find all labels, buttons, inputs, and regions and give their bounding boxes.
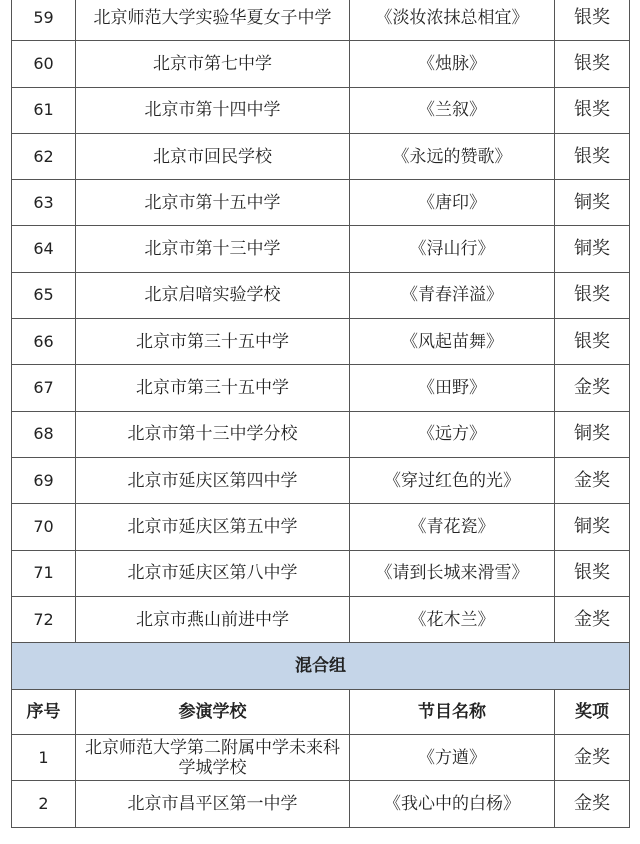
cell-award: 金奖	[555, 735, 630, 781]
cell-no: 2	[12, 781, 76, 827]
cell-program: 《青花瓷》	[350, 504, 555, 550]
table-row	[12, 41, 630, 87]
cell-program: 《青春洋溢》	[350, 272, 555, 318]
cell-no: 66	[12, 319, 76, 365]
cell-no: 70	[12, 504, 76, 550]
group-title: 混合组	[12, 643, 630, 690]
table-row	[12, 411, 630, 457]
cell-program: 《永远的赞歌》	[350, 133, 555, 179]
table-row	[12, 0, 630, 41]
cell-program: 《淡妆浓抹总相宜》	[350, 0, 555, 41]
table-row	[12, 504, 630, 550]
header-school: 参演学校	[76, 690, 350, 735]
cell-award: 金奖	[555, 457, 630, 503]
table-row	[12, 365, 630, 411]
cell-program: 《穿过红色的光》	[350, 457, 555, 503]
cell-award: 银奖	[555, 0, 630, 41]
cell-no: 59	[12, 0, 76, 41]
cell-award: 铜奖	[555, 411, 630, 457]
cell-program: 《田野》	[350, 365, 555, 411]
cell-school: 北京市第十五中学	[76, 180, 350, 226]
table-row	[12, 781, 630, 827]
table-row	[12, 735, 630, 781]
cell-award: 银奖	[555, 87, 630, 133]
awards-table-body	[12, 0, 630, 827]
cell-school: 北京市昌平区第一中学	[76, 781, 350, 827]
table-row	[12, 272, 630, 318]
column-header-row	[12, 690, 630, 735]
cell-no: 72	[12, 596, 76, 642]
cell-program: 《风起苗舞》	[350, 319, 555, 365]
cell-program: 《花木兰》	[350, 596, 555, 642]
cell-no: 61	[12, 87, 76, 133]
cell-award: 银奖	[555, 272, 630, 318]
cell-school: 北京市延庆区第八中学	[76, 550, 350, 596]
cell-program: 《请到长城来滑雪》	[350, 550, 555, 596]
cell-no: 69	[12, 457, 76, 503]
cell-award: 银奖	[555, 133, 630, 179]
cell-award: 铜奖	[555, 226, 630, 272]
table-row	[12, 226, 630, 272]
cell-school: 北京市燕山前进中学	[76, 596, 350, 642]
cell-school: 北京师范大学第二附属中学未来科学城学校	[76, 735, 350, 781]
cell-school: 北京师范大学实验华夏女子中学	[76, 0, 350, 41]
cell-award: 铜奖	[555, 180, 630, 226]
cell-award: 银奖	[555, 41, 630, 87]
table-row	[12, 596, 630, 642]
cell-school: 北京市延庆区第四中学	[76, 457, 350, 503]
cell-no: 64	[12, 226, 76, 272]
header-no: 序号	[12, 690, 76, 735]
table-row	[12, 457, 630, 503]
table-row	[12, 550, 630, 596]
cell-school: 北京市第十三中学分校	[76, 411, 350, 457]
cell-school: 北京市第三十五中学	[76, 365, 350, 411]
awards-table	[11, 0, 630, 828]
cell-school: 北京市回民学校	[76, 133, 350, 179]
cell-school: 北京启喑实验学校	[76, 272, 350, 318]
cell-school: 北京市延庆区第五中学	[76, 504, 350, 550]
cell-program: 《烛脉》	[350, 41, 555, 87]
cell-program: 《唐印》	[350, 180, 555, 226]
cell-no: 71	[12, 550, 76, 596]
cell-program: 《浔山行》	[350, 226, 555, 272]
cell-no: 62	[12, 133, 76, 179]
cell-program: 《远方》	[350, 411, 555, 457]
cell-no: 65	[12, 272, 76, 318]
cell-award: 铜奖	[555, 504, 630, 550]
cell-program: 《我心中的白杨》	[350, 781, 555, 827]
cell-award: 银奖	[555, 550, 630, 596]
cell-award: 金奖	[555, 596, 630, 642]
cell-school: 北京市第三十五中学	[76, 319, 350, 365]
table-row	[12, 133, 630, 179]
table-row	[12, 319, 630, 365]
cell-no: 68	[12, 411, 76, 457]
table-row	[12, 180, 630, 226]
cell-award: 银奖	[555, 319, 630, 365]
cell-no: 67	[12, 365, 76, 411]
cell-school: 北京市第七中学	[76, 41, 350, 87]
header-award: 奖项	[555, 690, 630, 735]
cell-school: 北京市第十三中学	[76, 226, 350, 272]
table-row	[12, 87, 630, 133]
cell-no: 60	[12, 41, 76, 87]
cell-award: 金奖	[555, 365, 630, 411]
cell-program: 《兰叙》	[350, 87, 555, 133]
cell-no: 1	[12, 735, 76, 781]
header-program: 节目名称	[350, 690, 555, 735]
cell-program: 《方遒》	[350, 735, 555, 781]
cell-no: 63	[12, 180, 76, 226]
cell-award: 金奖	[555, 781, 630, 827]
group-header-row	[12, 643, 630, 690]
cell-school: 北京市第十四中学	[76, 87, 350, 133]
